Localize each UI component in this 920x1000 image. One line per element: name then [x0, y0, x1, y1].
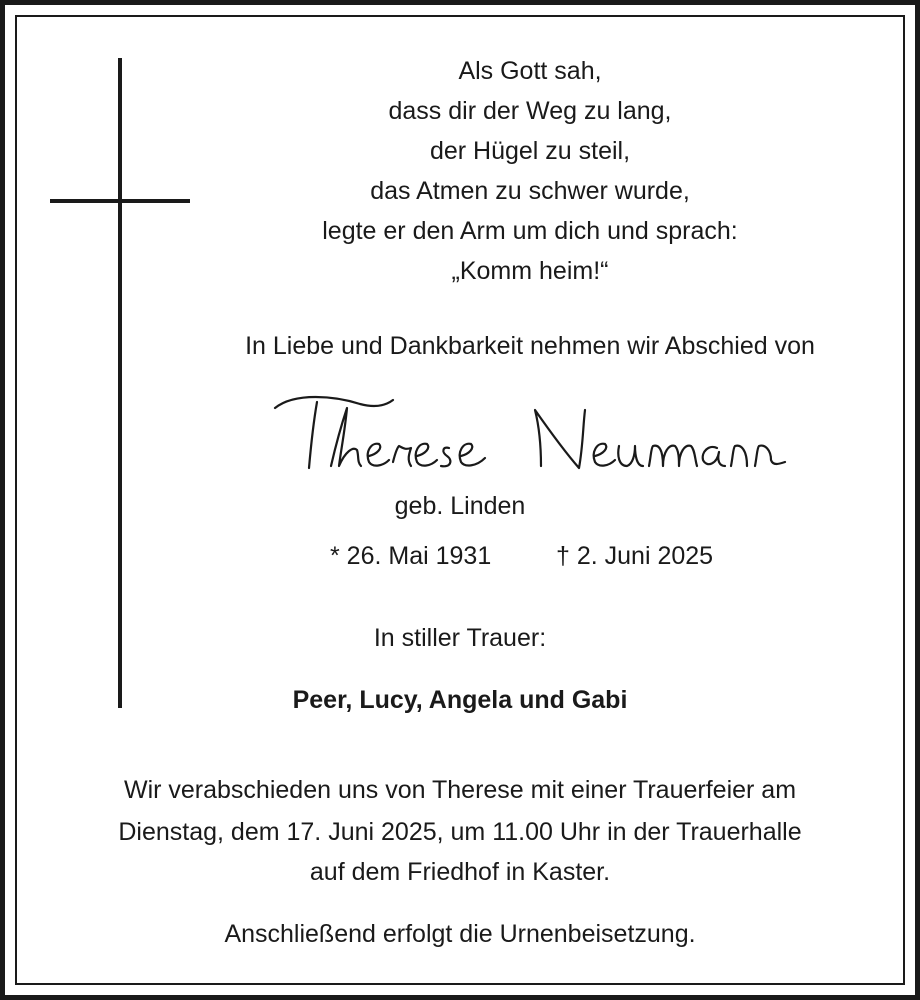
poem-line-6: „Komm heim!“	[451, 257, 609, 285]
birth-date: * 26. Mai 1931	[330, 542, 492, 570]
service-line-2: Dienstag, dem 17. Juni 2025, um 11.00 Uhr in der Trauerhalle	[118, 818, 802, 846]
service-line-1: Wir verabschieden uns von Therese mit einer Trauerfeier am	[123, 776, 797, 804]
poem-line-5: legte er den Arm um dich und sprach:	[322, 217, 738, 245]
poem-line-1: Als Gott sah,	[458, 57, 602, 85]
mourners-names: Peer, Lucy, Angela und Gabi	[292, 686, 628, 714]
maiden-name: geb. Linden	[394, 492, 526, 520]
burial-note: Anschließend erfolgt die Urnenbeisetzung.	[224, 920, 696, 948]
life-dates	[0, 540, 920, 572]
service-line-3: auf dem Friedhof in Kaster.	[309, 858, 611, 886]
poem-line-4: das Atmen zu schwer wurde,	[370, 177, 690, 205]
name-signature	[265, 390, 805, 480]
farewell-intro: In Liebe und Dankbarkeit nehmen wir Abschied von	[245, 332, 815, 360]
poem-line-3: der Hügel zu steil,	[429, 137, 631, 165]
cross-vertical-bar	[118, 58, 122, 708]
death-date: † 2. Juni 2025	[556, 542, 714, 570]
cross-horizontal-bar	[50, 199, 190, 203]
mourning-label: In stiller Trauer:	[373, 624, 547, 652]
poem-line-2: dass dir der Weg zu lang,	[388, 97, 672, 125]
